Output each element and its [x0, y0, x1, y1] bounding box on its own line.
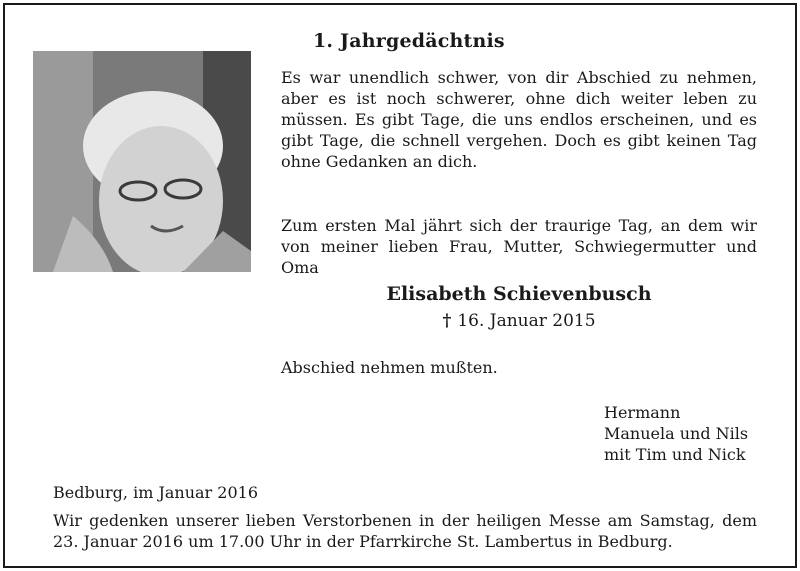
- family-signature: [604, 402, 748, 465]
- closing-text: Abschied nehmen mußten.: [281, 358, 498, 377]
- family-member: Hermann: [604, 403, 681, 422]
- mass-notice: Wir gedenken unserer lieben Verstorbenen in der heiligen Messe am Samstag, dem 23. Januar 2016 um 17.00 Uhr in der Pfarrkirche St. Lambertus in Bedburg.: [53, 511, 757, 551]
- family-member: mit Tim und Nick: [604, 445, 746, 464]
- deceased-name: Elisabeth Schievenbusch: [386, 283, 652, 305]
- family-member: Manuela und Nils: [604, 424, 749, 443]
- cross-icon: †: [442, 311, 452, 331]
- death-date: 16. Januar 2015: [457, 311, 596, 331]
- anniversary-text: Zum ersten Mal jährt sich der traurige Tag, an dem wir von meiner lieben Frau, Mutter, Schwiegermutter und Oma: [281, 216, 757, 277]
- death-date-line: [281, 311, 757, 331]
- heading: 1. Jahrgedächtnis: [313, 30, 505, 52]
- place-date: Bedburg, im Januar 2016: [53, 483, 259, 502]
- portrait-photo: [33, 51, 251, 272]
- memorial-text: Es war unendlich schwer, von dir Abschied zu nehmen, aber es ist noch schwerer, ohne dich weiter leben zu müssen. Es gibt Tage, die uns endlos erscheinen, und es gibt Tage, die schnell vergehen. Doch es gibt keinen Tag ohne Gedanken an dich.: [281, 68, 757, 171]
